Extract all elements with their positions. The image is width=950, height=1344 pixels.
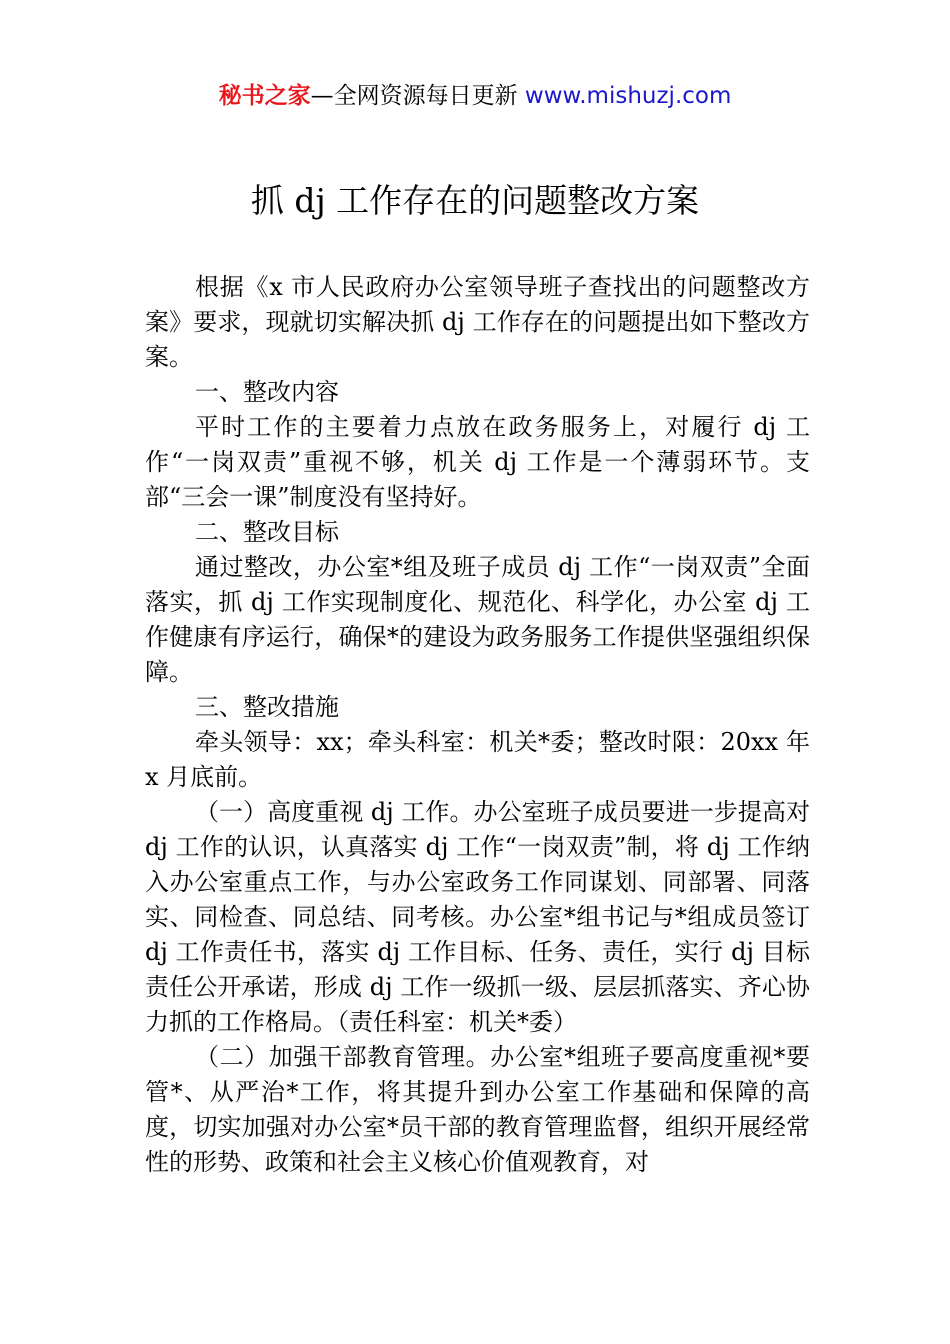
section-heading-content: 一、整改内容	[195, 378, 339, 406]
document-body	[145, 270, 810, 1180]
site-header	[0, 80, 950, 112]
site-tagline: —全网资源每日更新	[310, 83, 525, 109]
intro-paragraph: 根据《x 市人民政府办公室领导班子查找出的问题整改方案》要求，现就切实解决抓 dj 工作存在的问题提出如下整改方案。	[145, 273, 810, 371]
site-brand: 秘书之家	[218, 83, 311, 109]
measure-two-paragraph: （二）加强干部教育管理。办公室*组班子要高度重视*要管*、从严治*工作，将其提升到办公室工作基础和保障的高度，切实加强对办公室*员干部的教育管理监督，组织开展经常性的形势、政策和社会主义核心价值观教育，对	[145, 1043, 810, 1176]
site-url-link[interactable]: www.mishuzj.com	[524, 83, 732, 109]
document-title: 抓 dj 工作存在的问题整改方案	[250, 181, 700, 220]
leader-paragraph: 牵头领导：xx；牵头科室：机关*委；整改时限：20xx 年 x 月底前。	[145, 728, 810, 791]
content-paragraph: 平时工作的主要着力点放在政务服务上，对履行 dj 工作“一岗双责”重视不够，机关 dj 工作是一个薄弱环节。支部“三会一课”制度没有坚持好。	[145, 413, 810, 511]
measure-one-paragraph: （一）高度重视 dj 工作。办公室班子成员要进一步提高对 dj 工作的认识，认真落实 dj 工作“一岗双责”制，将 dj 工作纳入办公室重点工作，与办公室政务工作同谋划、同部署、同落实、同检查、同总结、同考核。办公室*组书记与*组成员签订 dj 工作责任书，落实 dj 工作目标、任务、责任，实行 dj 目标责任公开承诺，形成 dj 工作一级抓一级、层层抓落实、齐心协力抓的工作格局。（责任科室：机关*委）	[145, 798, 810, 1036]
goal-paragraph: 通过整改，办公室*组及班子成员 dj 工作“一岗双责”全面落实，抓 dj 工作实现制度化、规范化、科学化，办公室 dj 工作健康有序运行，确保*的建设为政务服务工作提供坚强组织保障。	[145, 553, 810, 686]
section-heading-measures: 三、整改措施	[195, 693, 339, 721]
section-heading-goal: 二、整改目标	[195, 518, 339, 546]
